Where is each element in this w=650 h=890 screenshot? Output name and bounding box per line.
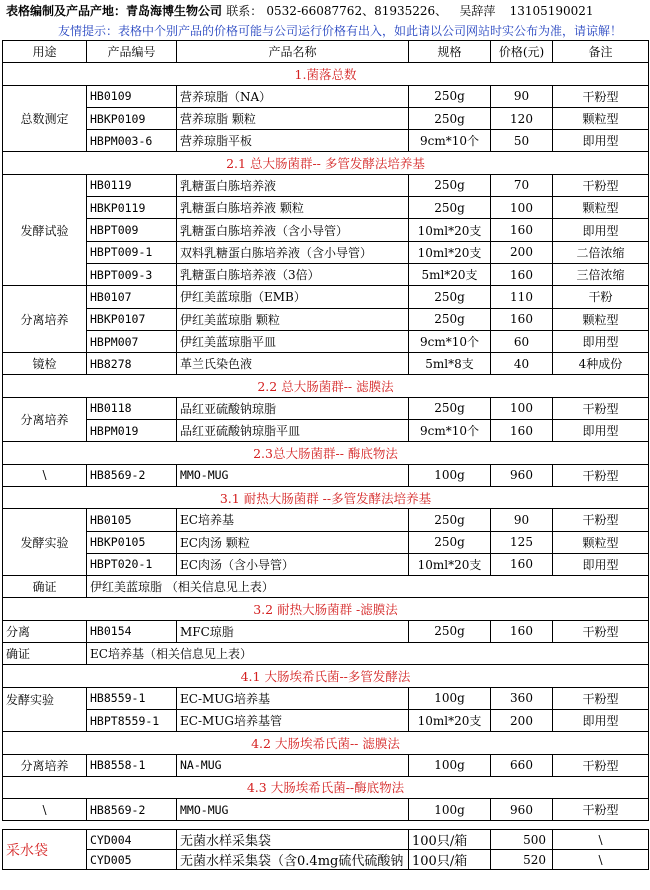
table-row xyxy=(3,330,649,352)
page-header xyxy=(6,2,594,19)
product-name: MMO-MUG xyxy=(177,799,409,821)
table-row xyxy=(3,799,649,821)
product-note: 干粉型 xyxy=(553,174,649,196)
section-row xyxy=(3,776,649,798)
section-title: 2.1 总大肠菌群-- 多管发酵法培养基 xyxy=(3,152,649,174)
column-header: 价格(元) xyxy=(491,41,553,63)
section-title: 2.2 总大肠菌群-- 滤膜法 xyxy=(3,375,649,397)
contact-person: 吴辞萍 xyxy=(459,4,496,18)
table-row xyxy=(3,241,649,263)
product-price: 360 xyxy=(491,687,553,709)
table-row xyxy=(3,643,649,665)
product-name-cell xyxy=(177,850,409,870)
product-spec: 250g xyxy=(409,509,491,531)
product-code: HBPT009-1 xyxy=(87,241,177,263)
product-note: \ xyxy=(553,830,649,850)
product-spec: 250g xyxy=(409,174,491,196)
table-row xyxy=(3,754,649,776)
product-name: 乳糖蛋白胨培养液 xyxy=(177,174,409,196)
product-price: 125 xyxy=(491,531,553,553)
product-name: 双料乳糖蛋白胨培养液（含小导管） xyxy=(177,241,409,263)
product-code: CYD005 xyxy=(87,850,177,870)
product-spec: 100只/箱 xyxy=(409,850,491,870)
price-table xyxy=(2,40,649,870)
table-row xyxy=(3,107,649,129)
product-code: HB8569-2 xyxy=(87,799,177,821)
product-spec: 9cm*10个 xyxy=(409,420,491,442)
section-title: 4.1 大肠埃希氏菌--多管发酵法 xyxy=(3,665,649,687)
product-name: EC肉汤 颗粒 xyxy=(177,531,409,553)
product-price: 40 xyxy=(491,353,553,375)
product-price: 200 xyxy=(491,241,553,263)
section-row xyxy=(3,375,649,397)
table-row xyxy=(3,130,649,152)
product-price: 200 xyxy=(491,709,553,731)
column-header: 规格 xyxy=(409,41,491,63)
product-spec: 100只/箱 xyxy=(409,830,491,850)
product-price: 60 xyxy=(491,330,553,352)
section-title: 3.1 耐热大肠菌群 --多管发酵法培养基 xyxy=(3,486,649,508)
usage-cell: 发酵试验 xyxy=(3,174,87,285)
product-spec: 10ml*20支 xyxy=(409,241,491,263)
product-code: HB0154 xyxy=(87,620,177,642)
product-name: 伊红美蓝琼脂 颗粒 xyxy=(177,308,409,330)
product-name: 品红亚硫酸钠琼脂 xyxy=(177,397,409,419)
section-title: 2.3总大肠菌群-- 酶底物法 xyxy=(3,442,649,464)
product-price: 90 xyxy=(491,509,553,531)
product-spec: 250g xyxy=(409,397,491,419)
product-name: 无菌水样采集袋 xyxy=(177,830,409,850)
product-code: HBKP0105 xyxy=(87,531,177,553)
product-name: NA-MUG xyxy=(177,754,409,776)
product-code: HB0105 xyxy=(87,509,177,531)
table-row xyxy=(3,263,649,285)
product-note: 即用型 xyxy=(553,330,649,352)
table-row xyxy=(3,219,649,241)
product-name: 乳糖蛋白胨培养液（含小导管） xyxy=(177,219,409,241)
product-price: 160 xyxy=(491,620,553,642)
product-spec: 250g xyxy=(409,286,491,308)
section-row xyxy=(3,486,649,508)
section-row xyxy=(3,442,649,464)
product-name: 伊红美蓝琼脂（EMB） xyxy=(177,286,409,308)
product-spec: 100g xyxy=(409,754,491,776)
table-row xyxy=(3,174,649,196)
section-row xyxy=(3,63,649,85)
product-price: 160 xyxy=(491,263,553,285)
product-code: HBPM019 xyxy=(87,420,177,442)
product-spec: 5ml*20支 xyxy=(409,263,491,285)
product-name: 乳糖蛋白胨培养液 颗粒 xyxy=(177,197,409,219)
usage-cell: 分离培养 xyxy=(3,754,87,776)
product-spec: 9cm*10个 xyxy=(409,330,491,352)
section-title: 4.3 大肠埃希氏菌--酶底物法 xyxy=(3,776,649,798)
product-code: HBPT009 xyxy=(87,219,177,241)
product-spec: 250g xyxy=(409,308,491,330)
usage-cell: \ xyxy=(3,464,87,486)
product-spec: 5ml*8支 xyxy=(409,353,491,375)
product-spec: 250g xyxy=(409,107,491,129)
product-code: HB0107 xyxy=(87,286,177,308)
product-note: 干粉 xyxy=(553,286,649,308)
usage-cell: 总数测定 xyxy=(3,85,87,152)
contact-phones: 0532-66087762、81935226、 xyxy=(266,4,448,18)
product-price: 160 xyxy=(491,219,553,241)
usage-cell: 发酵实验 xyxy=(3,687,87,732)
product-name-suffix: （含0.4mg硫代硫酸钠 xyxy=(271,854,404,870)
product-price: 960 xyxy=(491,799,553,821)
product-code: HBKP0107 xyxy=(87,308,177,330)
table-row xyxy=(3,509,649,531)
product-name: EC培养基 xyxy=(177,509,409,531)
header-title: 表格编制及产品产地：青岛海博生物公司 xyxy=(6,4,223,18)
table-row xyxy=(3,85,649,107)
product-note: 即用型 xyxy=(553,709,649,731)
product-note: 三倍浓缩 xyxy=(553,263,649,285)
product-code: HB8569-2 xyxy=(87,464,177,486)
column-header: 备注 xyxy=(553,41,649,63)
table-row xyxy=(3,464,649,486)
product-code: HBPM003-6 xyxy=(87,130,177,152)
section-title: 1.菌落总数 xyxy=(3,63,649,85)
section-row xyxy=(3,665,649,687)
reference-note: 伊红美蓝琼脂 （相关信息见上表） xyxy=(87,576,649,598)
product-code: HBPT8559-1 xyxy=(87,709,177,731)
friendly-tip: 友情提示：表格中个别产品的价格可能与公司运行价格有出入，如此请以公司网站时实公布为准，请谅解！ xyxy=(58,24,623,38)
table-row xyxy=(3,553,649,575)
product-note: 颗粒型 xyxy=(553,531,649,553)
product-spec: 100g xyxy=(409,687,491,709)
product-code: HBKP0119 xyxy=(87,197,177,219)
usage-cell: 镜检 xyxy=(3,353,87,375)
section-title: 4.2 大肠埃希氏菌-- 滤膜法 xyxy=(3,732,649,754)
table-row xyxy=(3,197,649,219)
product-name: EC-MUG培养基管 xyxy=(177,709,409,731)
table-row xyxy=(3,850,649,870)
product-note: 即用型 xyxy=(553,219,649,241)
contact-label: 联系： xyxy=(226,4,263,18)
table-row xyxy=(3,308,649,330)
table-row xyxy=(3,420,649,442)
product-note: 干粉型 xyxy=(553,687,649,709)
product-price: 100 xyxy=(491,397,553,419)
product-price: 660 xyxy=(491,754,553,776)
product-code: HB0109 xyxy=(87,85,177,107)
product-spec: 100g xyxy=(409,799,491,821)
table-row xyxy=(3,709,649,731)
usage-cell: 分离培养 xyxy=(3,397,87,442)
product-code: HB8559-1 xyxy=(87,687,177,709)
spacer-row xyxy=(3,821,649,830)
usage-cell: 采水袋 xyxy=(3,830,87,870)
contact-mobile: 13105190021 xyxy=(509,4,594,18)
column-header: 用途 xyxy=(3,41,87,63)
product-name: MFC琼脂 xyxy=(177,620,409,642)
product-spec: 250g xyxy=(409,85,491,107)
product-note: 颗粒型 xyxy=(553,197,649,219)
usage-cell: 分离培养 xyxy=(3,286,87,353)
product-note: 干粉型 xyxy=(553,397,649,419)
product-code: HB0118 xyxy=(87,397,177,419)
table-row xyxy=(3,576,649,598)
product-note: 干粉型 xyxy=(553,620,649,642)
product-note: 干粉型 xyxy=(553,85,649,107)
product-note: 二倍浓缩 xyxy=(553,241,649,263)
product-note: 4种成份 xyxy=(553,353,649,375)
table-row xyxy=(3,830,649,850)
product-note: 即用型 xyxy=(553,420,649,442)
product-note: 干粉型 xyxy=(553,464,649,486)
product-name: 营养琼脂平板 xyxy=(177,130,409,152)
product-code: HBPT020-1 xyxy=(87,553,177,575)
product-code: HBPT009-3 xyxy=(87,263,177,285)
product-price: 70 xyxy=(491,174,553,196)
product-name: 无菌水样采集袋 xyxy=(180,854,272,870)
product-code: CYD004 xyxy=(87,830,177,850)
section-row xyxy=(3,732,649,754)
product-price: 960 xyxy=(491,464,553,486)
product-name: 伊红美蓝琼脂平皿 xyxy=(177,330,409,352)
product-price: 520 xyxy=(491,850,553,870)
usage-cell: 确证 xyxy=(3,643,87,665)
product-note: 干粉型 xyxy=(553,799,649,821)
product-name: MMO-MUG xyxy=(177,464,409,486)
product-note: 干粉型 xyxy=(553,754,649,776)
usage-cell: 分离 xyxy=(3,620,87,642)
product-spec: 250g xyxy=(409,197,491,219)
product-spec: 10ml*20支 xyxy=(409,553,491,575)
product-name: EC肉汤（含小导管） xyxy=(177,553,409,575)
product-note: 即用型 xyxy=(553,130,649,152)
product-name: 革兰氏染色液 xyxy=(177,353,409,375)
product-price: 500 xyxy=(491,830,553,850)
product-spec: 10ml*20支 xyxy=(409,709,491,731)
product-note: 颗粒型 xyxy=(553,107,649,129)
product-name: 品红亚硫酸钠琼脂平皿 xyxy=(177,420,409,442)
product-code: HB8278 xyxy=(87,353,177,375)
product-code: HBKP0109 xyxy=(87,107,177,129)
product-price: 120 xyxy=(491,107,553,129)
product-code: HB0119 xyxy=(87,174,177,196)
table-header-row xyxy=(3,41,649,63)
product-name: 乳糖蛋白胨培养液（3倍） xyxy=(177,263,409,285)
product-price: 100 xyxy=(491,197,553,219)
product-spec: 250g xyxy=(409,620,491,642)
product-price: 90 xyxy=(491,85,553,107)
column-header: 产品编号 xyxy=(87,41,177,63)
table-row xyxy=(3,620,649,642)
column-header: 产品名称 xyxy=(177,41,409,63)
table-row xyxy=(3,397,649,419)
section-row xyxy=(3,598,649,620)
table-row xyxy=(3,353,649,375)
product-name: 营养琼脂（NA） xyxy=(177,85,409,107)
product-name: 营养琼脂 颗粒 xyxy=(177,107,409,129)
usage-cell: 确证 xyxy=(3,576,87,598)
product-price: 50 xyxy=(491,130,553,152)
product-price: 160 xyxy=(491,420,553,442)
product-note: 颗粒型 xyxy=(553,308,649,330)
table-row xyxy=(3,687,649,709)
section-title: 3.2 耐热大肠菌群 -滤膜法 xyxy=(3,598,649,620)
usage-cell: \ xyxy=(3,799,87,821)
usage-cell: 发酵实验 xyxy=(3,509,87,576)
section-row xyxy=(3,152,649,174)
reference-note: EC培养基（相关信息见上表） xyxy=(87,643,649,665)
product-spec: 9cm*10个 xyxy=(409,130,491,152)
product-code: HB8558-1 xyxy=(87,754,177,776)
product-note: \ xyxy=(553,850,649,870)
product-code: HBPM007 xyxy=(87,330,177,352)
product-price: 160 xyxy=(491,308,553,330)
product-spec: 250g xyxy=(409,531,491,553)
product-price: 160 xyxy=(491,553,553,575)
product-note: 即用型 xyxy=(553,553,649,575)
product-spec: 100g xyxy=(409,464,491,486)
product-name: EC-MUG培养基 xyxy=(177,687,409,709)
table-row xyxy=(3,531,649,553)
product-spec: 10ml*20支 xyxy=(409,219,491,241)
product-price: 110 xyxy=(491,286,553,308)
table-row xyxy=(3,286,649,308)
product-note: 干粉型 xyxy=(553,509,649,531)
